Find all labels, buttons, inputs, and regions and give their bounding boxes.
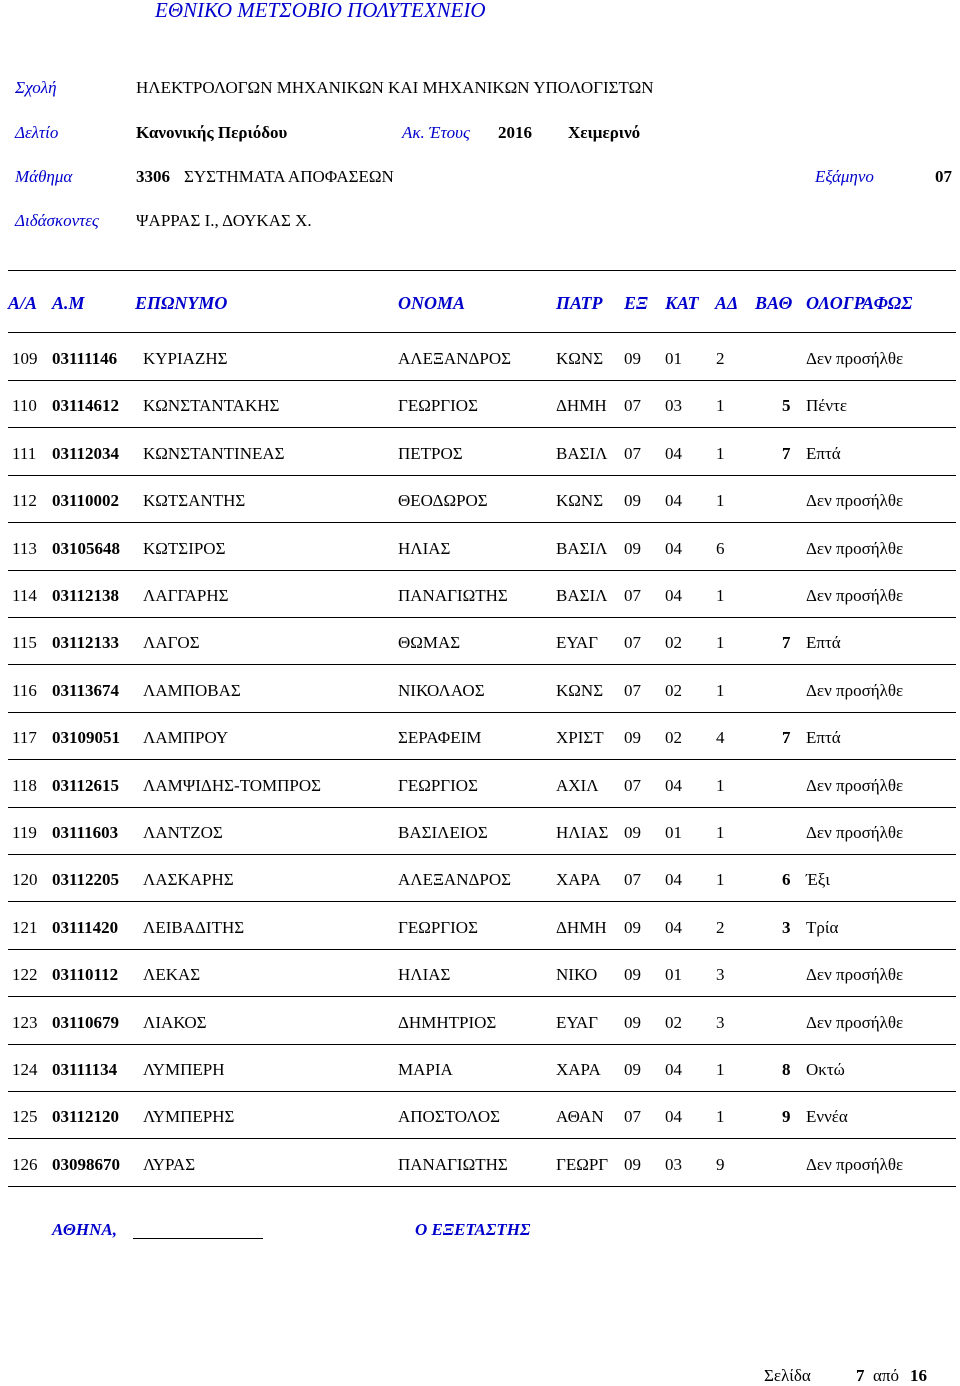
row-student-id: 03112615 [52, 775, 120, 795]
row-exam: 09 [624, 1012, 641, 1032]
row-divider [8, 1138, 956, 1139]
row-aa: 114 [12, 586, 37, 605]
row-surname: ΚΩΝΣΤΑΝΤΑΚΗΣ [143, 396, 280, 416]
row-exam: 09 [624, 538, 641, 558]
row-grade-words: Πέντε [806, 396, 848, 416]
row-ad: 1 [716, 870, 725, 890]
row-exam: 09 [624, 823, 641, 842]
row-grade-words: Δεν προσήλθε [806, 586, 904, 605]
row-surname: ΛΥΜΠΕΡΗ [143, 1060, 225, 1079]
row-divider [8, 712, 956, 713]
row-divider [8, 1091, 956, 1092]
row-grade-words: Δεν προσήλθε [806, 1154, 904, 1174]
table-row [0, 1155, 960, 1202]
table-row [0, 1013, 960, 1060]
row-ad: 1 [716, 396, 725, 416]
table-row [0, 728, 960, 775]
row-surname: ΛΑΜΠΟΒΑΣ [143, 680, 241, 700]
row-exam: 09 [624, 1154, 641, 1174]
row-category: 02 [665, 633, 682, 653]
institution-title: ΕΘΝΙΚΟ ΜΕΤΣΟΒΙΟ ΠΟΛΥΤΕΧΝΕΙΟ [155, 0, 486, 22]
school-label: Σχολή [15, 78, 57, 97]
row-aa: 124 [12, 1060, 38, 1079]
row-grade-words: Επτά [806, 728, 841, 748]
row-exam: 07 [624, 680, 641, 700]
semester-value: 07 [935, 167, 952, 186]
row-divider [8, 522, 956, 523]
row-father-name: ΧΡΙΣΤ [556, 728, 604, 748]
row-first-name: ΑΛΕΞΑΝΔΡΟΣ [398, 870, 512, 890]
row-ad: 1 [716, 823, 725, 842]
row-category: 02 [665, 728, 682, 748]
row-surname: ΚΩΤΣΑΝΤΗΣ [143, 491, 246, 511]
row-divider [8, 570, 956, 571]
row-divider [8, 1044, 956, 1045]
row-surname: ΚΥΡΙΑΖΗΣ [143, 349, 228, 368]
row-category: 01 [665, 349, 682, 368]
row-aa: 118 [12, 775, 37, 795]
row-divider [8, 427, 956, 428]
course-label: Μάθημα [15, 167, 73, 186]
row-student-id: 03110679 [52, 1012, 120, 1032]
row-surname: ΛΑΣΚΑΡΗΣ [143, 870, 234, 890]
row-father-name: ΚΩΝΣ [556, 491, 604, 511]
row-category: 04 [665, 1060, 682, 1079]
row-father-name: ΒΑΣΙΛ [556, 586, 608, 605]
row-student-id: 03111603 [52, 823, 119, 842]
row-student-id: 03098670 [52, 1154, 120, 1174]
row-aa: 112 [12, 491, 37, 511]
row-aa: 117 [12, 728, 37, 748]
row-ad: 1 [716, 1060, 725, 1079]
footer-place: ΑΘΗΝΑ, [52, 1220, 117, 1239]
table-row [0, 1107, 960, 1154]
row-student-id: 03111146 [52, 349, 118, 368]
row-first-name: ΜΑΡΙΑ [398, 1060, 453, 1079]
row-first-name: ΘΩΜΑΣ [398, 633, 461, 653]
row-student-id: 03112120 [52, 1107, 120, 1127]
row-ad: 9 [716, 1154, 725, 1174]
row-category: 04 [665, 917, 682, 937]
row-father-name: ΝΙΚΟ [556, 965, 598, 985]
row-ad: 1 [716, 680, 725, 700]
row-father-name: ΑΘΑΝ [556, 1107, 604, 1127]
row-surname: ΛΕΙΒΑΔΙΤΗΣ [143, 917, 245, 937]
row-grade-words: Δεν προσήλθε [806, 775, 904, 795]
row-divider [8, 949, 956, 950]
row-surname: ΛΑΓΓΑΡΗΣ [143, 586, 229, 605]
column-header-grade-words: ΟΛΟΓΡΑΦΩΣ [806, 293, 913, 313]
table-row [0, 918, 960, 965]
table-row [0, 633, 960, 680]
row-first-name: ΗΛΙΑΣ [398, 965, 451, 985]
row-ad: 4 [716, 728, 725, 748]
row-grade-words: Επτά [806, 443, 841, 463]
row-aa: 126 [12, 1154, 38, 1174]
row-first-name: ΣΕΡΑΦΕΙΜ [398, 728, 482, 748]
row-student-id: 03114612 [52, 396, 120, 416]
semester-label: Εξάμηνο [815, 167, 874, 186]
row-divider [8, 1186, 956, 1187]
row-divider [8, 380, 956, 381]
row-divider [8, 759, 956, 760]
table-row [0, 444, 960, 491]
row-grade: 8 [782, 1060, 791, 1079]
row-father-name: ΕΥΑΓ [556, 1012, 598, 1032]
row-divider [8, 617, 956, 618]
semester-kind: Χειμερινό [568, 123, 641, 142]
row-grade: 6 [782, 870, 791, 890]
row-surname: ΛΥΡΑΣ [143, 1154, 196, 1174]
row-first-name: ΓΕΩΡΓΙΟΣ [398, 396, 478, 416]
header-divider [8, 270, 956, 271]
row-category: 02 [665, 680, 682, 700]
row-grade-words: Έξι [806, 870, 830, 890]
row-first-name: ΒΑΣΙΛΕΙΟΣ [398, 823, 488, 842]
row-category: 04 [665, 443, 682, 463]
row-first-name: ΓΕΩΡΓΙΟΣ [398, 775, 478, 795]
row-exam: 09 [624, 491, 641, 511]
row-first-name: ΝΙΚΟΛΑΟΣ [398, 680, 485, 700]
row-first-name: ΗΛΙΑΣ [398, 538, 451, 558]
row-category: 03 [665, 396, 682, 416]
row-grade: 3 [782, 917, 791, 937]
row-student-id: 03110002 [52, 491, 120, 511]
table-row [0, 586, 960, 633]
row-divider [8, 854, 956, 855]
row-grade-words: Οκτώ [806, 1060, 845, 1079]
row-father-name: ΒΑΣΙΛ [556, 443, 608, 463]
page-of: από [873, 1366, 899, 1385]
row-surname: ΛΑΜΠΡΟΥ [143, 728, 229, 748]
row-surname: ΛΙΑΚΟΣ [143, 1012, 207, 1032]
row-category: 04 [665, 870, 682, 890]
row-surname: ΚΩΤΣΙΡΟΣ [143, 538, 226, 558]
row-first-name: ΔΗΜΗΤΡΙΟΣ [398, 1012, 497, 1032]
row-category: 04 [665, 491, 682, 511]
row-divider [8, 996, 956, 997]
row-first-name: ΓΕΩΡΓΙΟΣ [398, 917, 478, 937]
row-exam: 07 [624, 633, 641, 653]
row-father-name: ΔΗΜΗ [556, 396, 607, 416]
column-header-name: ΟΝΟΜΑ [398, 293, 466, 313]
row-grade: 5 [782, 396, 791, 416]
table-row [0, 776, 960, 823]
table-row [0, 681, 960, 728]
row-student-id: 03111134 [52, 1060, 118, 1079]
date-line [133, 1238, 263, 1239]
column-header-surname: ΕΠΩΝΥΜΟ [135, 293, 228, 313]
table-row [0, 965, 960, 1012]
row-aa: 111 [12, 443, 37, 463]
table-row [0, 396, 960, 443]
column-header-father: ΠΑΤΡ [556, 293, 603, 313]
column-header-ad: ΑΔ [715, 293, 739, 313]
year-value: 2016 [498, 123, 532, 142]
row-first-name: ΘΕΟΔΩΡΟΣ [398, 491, 488, 511]
row-father-name: ΗΛΙΑΣ [556, 823, 609, 842]
column-header-grade: ΒΑΘ [755, 293, 793, 313]
row-category: 04 [665, 586, 682, 605]
row-father-name: ΒΑΣΙΛ [556, 538, 608, 558]
column-header-aa: Α/Α [8, 293, 38, 313]
row-category: 01 [665, 823, 682, 842]
row-aa: 120 [12, 870, 38, 890]
row-father-name: ΑΧΙΛ [556, 775, 599, 795]
row-surname: ΛΥΜΠΕΡΗΣ [143, 1107, 235, 1127]
row-student-id: 03105648 [52, 538, 120, 558]
row-grade-words: Δεν προσήλθε [806, 823, 904, 842]
row-category: 01 [665, 965, 682, 985]
row-aa: 125 [12, 1107, 38, 1127]
table-row [0, 870, 960, 917]
row-grade-words: Δεν προσήλθε [806, 965, 904, 985]
column-header-category: ΚΑΤ [665, 293, 699, 313]
row-aa: 122 [12, 965, 38, 985]
row-grade-words: Δεν προσήλθε [806, 491, 904, 511]
table-row [0, 823, 960, 870]
row-exam: 09 [624, 1060, 641, 1079]
row-divider [8, 807, 956, 808]
row-student-id: 03109051 [52, 728, 120, 748]
row-student-id: 03112205 [52, 870, 120, 890]
bulletin-value: Κανονικής Περιόδου [136, 123, 288, 142]
row-aa: 123 [12, 1012, 38, 1032]
row-student-id: 03111420 [52, 917, 119, 937]
row-first-name: ΑΛΕΞΑΝΔΡΟΣ [398, 349, 512, 368]
row-ad: 2 [716, 917, 725, 937]
row-divider [8, 664, 956, 665]
row-ad: 1 [716, 491, 725, 511]
row-category: 02 [665, 1012, 682, 1032]
row-ad: 1 [716, 586, 725, 605]
row-surname: ΛΑΜΨΙΔΗΣ-ΤΟΜΠΡΟΣ [143, 775, 322, 795]
page-current: 7 [856, 1366, 865, 1385]
row-surname: ΛΑΓΟΣ [143, 633, 200, 653]
row-exam: 09 [624, 349, 641, 368]
row-first-name: ΠΑΝΑΓΙΩΤΗΣ [398, 586, 508, 605]
page-label: Σελίδα [764, 1366, 811, 1385]
row-surname: ΛΑΝΤΖΟΣ [143, 823, 223, 842]
row-ad: 2 [716, 349, 725, 368]
row-aa: 116 [12, 680, 37, 700]
row-divider [8, 475, 956, 476]
row-grade: 7 [782, 728, 791, 748]
row-category: 03 [665, 1154, 682, 1174]
row-exam: 07 [624, 1107, 641, 1127]
row-grade-words: Δεν προσήλθε [806, 1012, 904, 1032]
row-grade: 9 [782, 1107, 791, 1127]
row-student-id: 03110112 [52, 965, 119, 985]
row-father-name: ΧΑΡΑ [556, 870, 601, 890]
row-ad: 3 [716, 1012, 725, 1032]
table-row [0, 539, 960, 586]
row-ad: 1 [716, 775, 725, 795]
row-grade: 7 [782, 443, 791, 463]
row-aa: 109 [12, 349, 38, 368]
row-father-name: ΚΩΝΣ [556, 680, 604, 700]
row-first-name: ΠΕΤΡΟΣ [398, 443, 463, 463]
row-grade: 7 [782, 633, 791, 653]
row-ad: 1 [716, 443, 725, 463]
row-student-id: 03112034 [52, 443, 120, 463]
row-category: 04 [665, 775, 682, 795]
row-father-name: ΓΕΩΡΓ [556, 1154, 609, 1174]
row-first-name: ΑΠΟΣΤΟΛΟΣ [398, 1107, 501, 1127]
column-header-exam: ΕΞ [624, 293, 648, 313]
year-label: Ακ. Έτους [402, 123, 470, 142]
page-total: 16 [910, 1366, 927, 1385]
row-father-name: ΕΥΑΓ [556, 633, 598, 653]
row-exam: 09 [624, 917, 641, 937]
row-grade-words: Δεν προσήλθε [806, 349, 904, 368]
row-ad: 3 [716, 965, 725, 985]
row-father-name: ΔΗΜΗ [556, 917, 607, 937]
row-exam: 09 [624, 728, 641, 748]
bulletin-label: Δελτίο [15, 123, 59, 142]
row-aa: 119 [12, 823, 37, 842]
row-exam: 07 [624, 586, 641, 605]
row-ad: 6 [716, 538, 725, 558]
row-exam: 09 [624, 965, 641, 985]
row-student-id: 03112138 [52, 586, 120, 605]
row-grade-words: Δεν προσήλθε [806, 538, 904, 558]
instructors-label: Διδάσκοντες [15, 211, 99, 230]
row-divider [8, 901, 956, 902]
table-row [0, 1060, 960, 1107]
instructors-value: ΨΑΡΡΑΣ Ι., ΔΟΥΚΑΣ Χ. [136, 211, 312, 230]
row-surname: ΛΕΚΑΣ [143, 965, 201, 985]
row-aa: 110 [12, 396, 37, 416]
row-exam: 07 [624, 775, 641, 795]
row-ad: 1 [716, 1107, 725, 1127]
school-value: ΗΛΕΚΤΡΟΛΟΓΩΝ ΜΗΧΑΝΙΚΩΝ ΚΑΙ ΜΗΧΑΝΙΚΩΝ ΥΠΟΛΟΓΙΣΤΩΝ [136, 78, 654, 97]
row-aa: 115 [12, 633, 37, 653]
row-exam: 07 [624, 870, 641, 890]
table-top-divider [8, 332, 956, 333]
table-row [0, 491, 960, 538]
row-ad: 1 [716, 633, 725, 653]
row-exam: 07 [624, 443, 641, 463]
row-aa: 121 [12, 917, 38, 937]
row-grade-words: Τρία [806, 917, 839, 937]
table-row [0, 349, 960, 396]
course-code: 3306 [136, 167, 170, 186]
row-aa: 113 [12, 538, 37, 558]
row-grade-words: Δεν προσήλθε [806, 680, 904, 700]
row-category: 04 [665, 1107, 682, 1127]
row-surname: ΚΩΝΣΤΑΝΤΙΝΕΑΣ [143, 443, 285, 463]
footer-examiner: Ο ΕΞΕΤΑΣΤΗΣ [415, 1220, 531, 1239]
row-father-name: ΚΩΝΣ [556, 349, 604, 368]
row-grade-words: Εννέα [806, 1107, 848, 1127]
row-category: 04 [665, 538, 682, 558]
row-student-id: 03112133 [52, 633, 120, 653]
course-name: ΣΥΣΤΗΜΑΤΑ ΑΠΟΦΑΣΕΩΝ [184, 167, 394, 186]
row-grade-words: Επτά [806, 633, 841, 653]
row-exam: 07 [624, 396, 641, 416]
row-student-id: 03113674 [52, 680, 120, 700]
row-first-name: ΠΑΝΑΓΙΩΤΗΣ [398, 1154, 508, 1174]
column-header-am: Α.Μ [52, 293, 85, 313]
row-father-name: ΧΑΡΑ [556, 1060, 601, 1079]
